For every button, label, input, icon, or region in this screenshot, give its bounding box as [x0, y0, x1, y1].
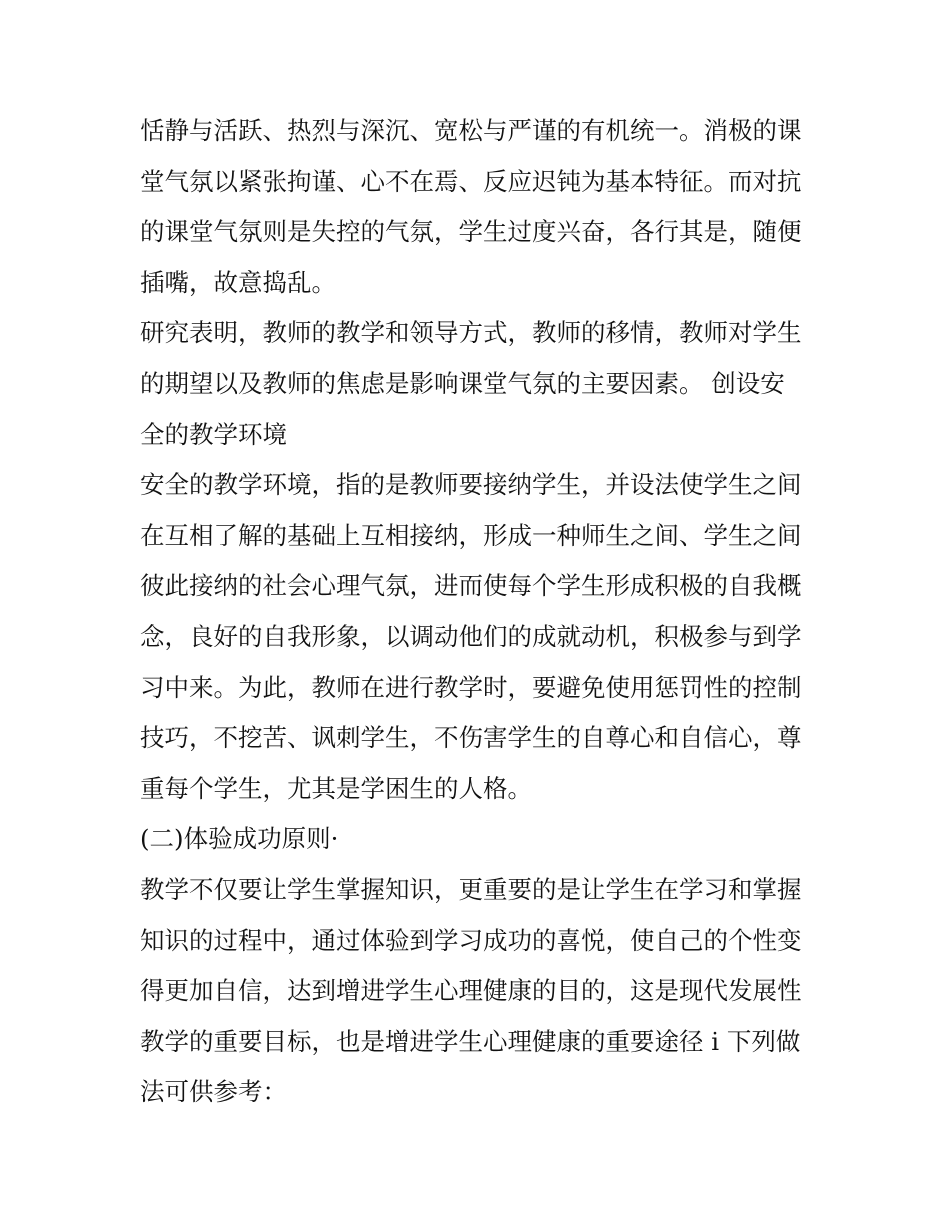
text-line: 恬静与活跃、热烈与深沉、宽松与严谨的有机统一。消极的课 [140, 116, 802, 145]
text-line: 知识的过程中，通过体验到学习成功的喜悦，使自己的个性变 [140, 925, 802, 955]
text-line: 堂气氛以紧张拘谨、心不在焉、反应迟钝为基本特征。而对抗 [140, 166, 802, 196]
text-line: 的课堂气氛则是失控的气氛，学生过度兴奋，各行其是，随便 [140, 217, 802, 247]
text-line: 插嘴，故意捣乱。 [140, 267, 336, 297]
text-line: 研究表明，教师的教学和领导方式，教师的移情，教师对学生 [140, 318, 802, 348]
section-heading: (二)体验成功原则· [140, 824, 339, 854]
text-line: 技巧，不挖苦、讽刺学生，不伤害学生的自尊心和自信心，尊 [140, 723, 802, 753]
text-line: 重每个学生，尤其是学困生的人格。 [140, 773, 532, 803]
text-line: 的期望以及教师的焦虑是影响课堂气氛的主要因素。 创设安 [140, 368, 785, 398]
body-text [140, 106, 820, 1118]
text-line: 得更加自信，达到增进学生心理健康的目的，这是现代发展性 [140, 976, 802, 1006]
text-line: 念，良好的自我形象，以调动他们的成就动机，积极参与到学 [140, 621, 802, 651]
text-line: 习中来。为此，教师在进行教学时，要避免使用惩罚性的控制 [140, 672, 802, 702]
text-line: 彼此接纳的社会心理气氛，进而使每个学生形成积极的自我概 [140, 571, 802, 601]
text-line: 全的教学环境 [140, 419, 287, 449]
text-line: 教学不仅要让学生掌握知识，更重要的是让学生在学习和掌握 [140, 874, 802, 904]
text-line: 在互相了解的基础上互相接纳，形成一种师生之间、学生之间 [140, 520, 802, 550]
text-line: 安全的教学环境，指的是教师要接纳学生，并设法使学生之间 [140, 470, 802, 500]
text-line: 法可供参考： [140, 1077, 287, 1107]
text-line: 教学的重要目标，也是增进学生心理健康的重要途径 i 下列做 [140, 1026, 801, 1056]
